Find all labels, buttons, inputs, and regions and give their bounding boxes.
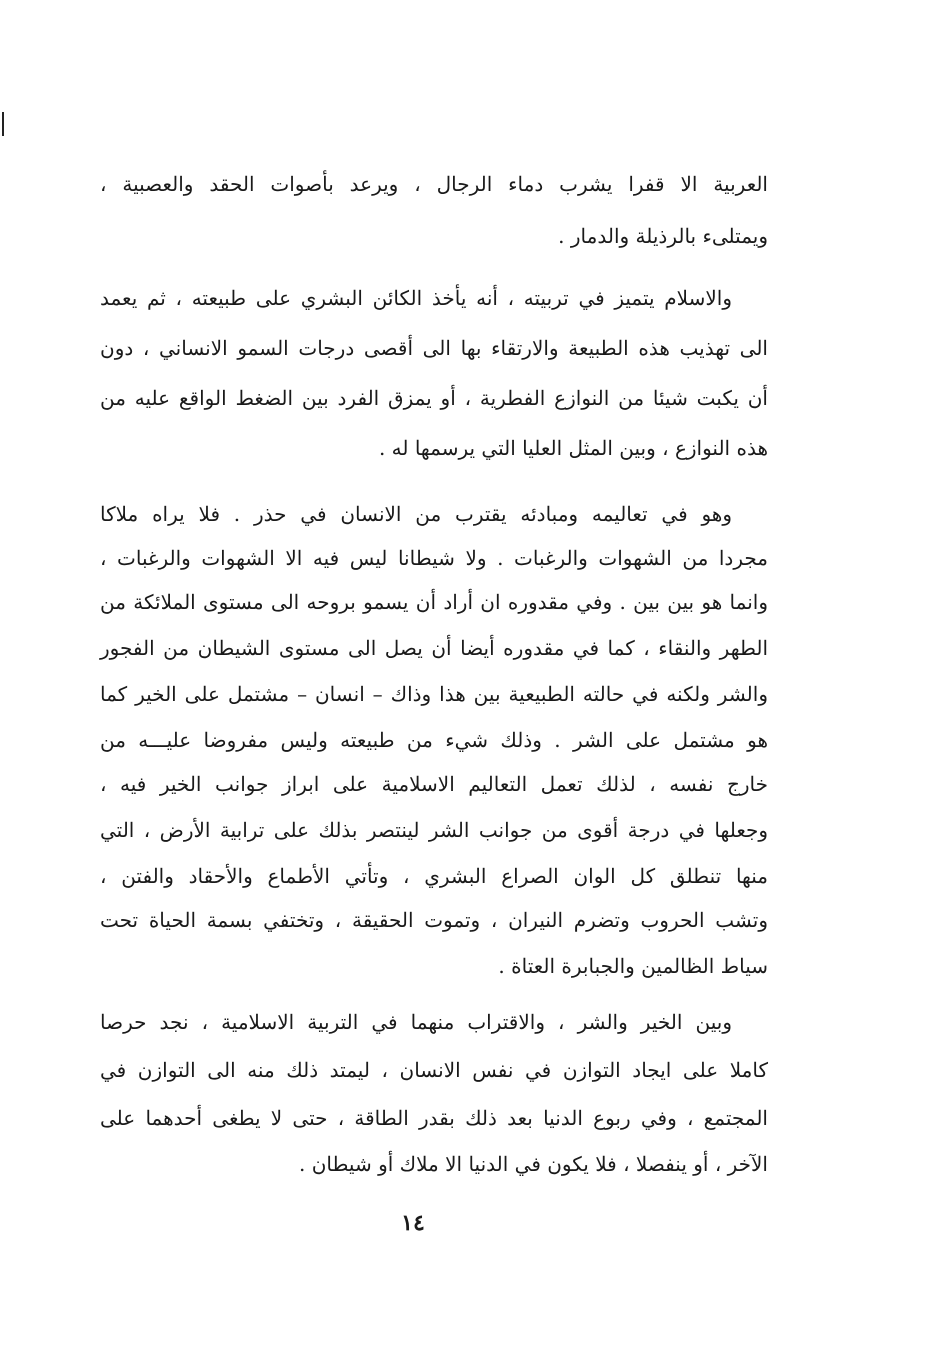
text-line: أن يكبت شيئا من النوازع الفطرية ، أو يمزق الفرد بين الضغط الواقع عليه من	[100, 386, 768, 410]
text-line: وتشب الحروب وتضرم النيران ، وتموت الحقيقة ، وتختفي بسمة الحياة تحت	[100, 908, 768, 932]
text-line: وهو في تعاليمه ومبادئه يقترب من الانسان في حذر . فلا يراه ملاكا	[100, 502, 732, 526]
text-line: خارج نفسه ، لذلك تعمل التعاليم الاسلامية على ابراز جوانب الخير فيه ،	[100, 772, 768, 796]
text-line: سياط الظالمين والجبابرة العتاة .	[498, 954, 768, 978]
text-line: العربية الا قفرا يشرب دماء الرجال ، ويرعد بأصوات الحقد والعصبية ،	[100, 172, 768, 196]
text-line: وانما هو بين بين . وفي مقدوره ان أراد أن يسمو بروحه الى مستوى الملائكة من	[100, 590, 768, 614]
text-line: وجعلها في درجة أقوى من جوانب الشر لينتصر بذلك على ترابية الأرض ، التي	[100, 818, 768, 842]
text-line: والاسلام يتميز في تربيته ، أنه يأخذ الكائن البشري على طبيعته ، ثم يعمد	[100, 286, 732, 310]
text-line: المجتمع ، وفي ربوع الدنيا بعد ذلك بقدر الطاقة ، حتى لا يطغى أحدهما على	[100, 1106, 768, 1130]
text-line: الآخر ، أو ينفصلا ، فلا يكون في الدنيا الا ملاك أو شيطان .	[299, 1152, 768, 1176]
page-number: ١٤	[401, 1210, 425, 1236]
text-line: الطهر والنقاء ، كما في مقدوره أيضا أن يصل الى مستوى الشيطان من الفجور	[100, 636, 768, 660]
text-line: منها تنطلق كل الوان الصراع البشري ، وتأتي الأطماع والأحقاد والفتن ،	[100, 864, 768, 888]
text-line: والشر ولكنه في حالته الطبيعية بين هذا وذاك – انسان – مشتمل على الخير كما	[100, 682, 768, 706]
text-line: كاملا على ايجاد التوازن في نفس الانسان ، ليمتد ذلك منه الى التوازن في	[100, 1058, 768, 1082]
text-line: هذه النوازع ، وبين المثل العليا التي يرسمها له .	[378, 436, 768, 460]
page-edge-mark	[2, 112, 4, 136]
text-line: وبين الخير والشر ، والاقتراب منهما في التربية الاسلامية ، نجد حرصا	[100, 1010, 732, 1034]
text-line: الى تهذيب هذه الطبيعة والارتقاء بها الى أقصى درجات السمو الانساني ، دون	[100, 336, 768, 360]
text-line: ويمتلىء بالرذيلة والدمار .	[558, 224, 768, 248]
text-line: مجردا من الشهوات والرغبات . ولا شيطانا ليس فيه الا الشهوات والرغبات ،	[100, 546, 768, 570]
text-line: هو مشتمل على الشر . وذلك شيء من طبيعته وليس مفروضا عليـــه من	[100, 728, 768, 752]
